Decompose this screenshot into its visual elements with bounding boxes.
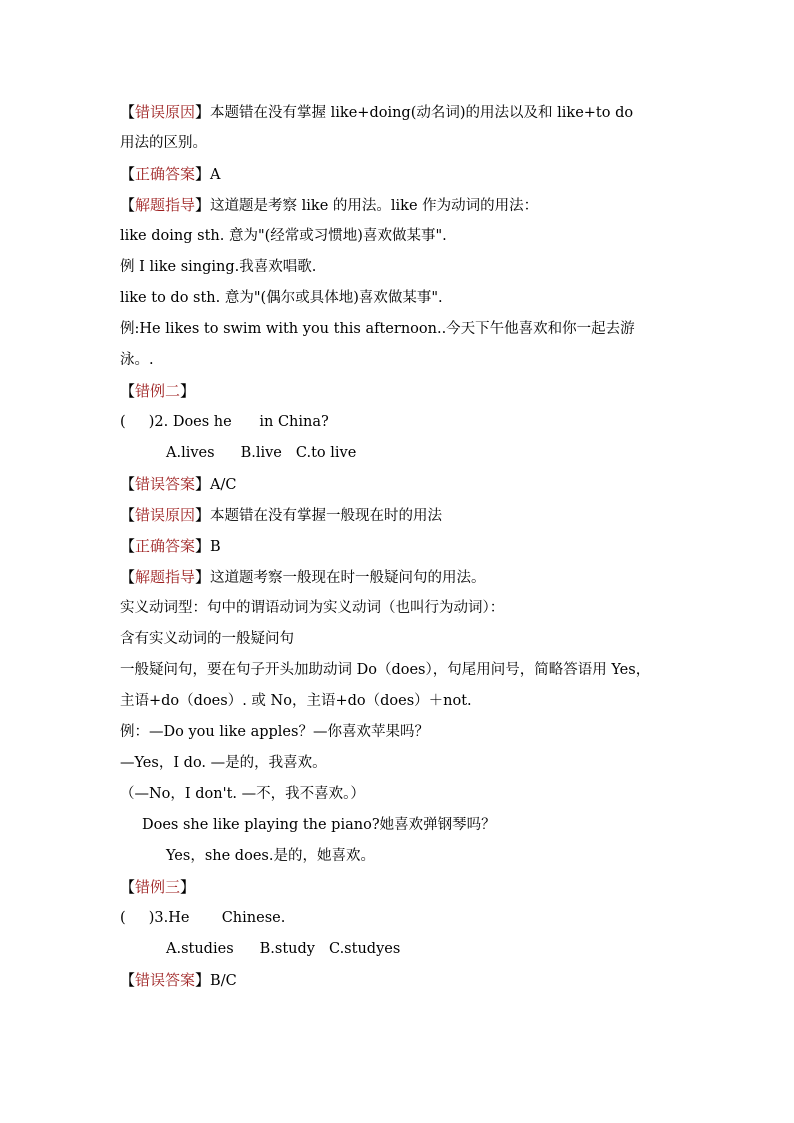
bracket-open: 【 [120,878,136,896]
bracket-close: 】 [195,506,211,524]
question-3 [120,903,680,934]
error-reason-line [120,97,680,128]
text: 这道题考察一般现在时一般疑问句的用法。 [210,570,486,586]
bracket-open: 【 [120,382,136,400]
bracket-open: 【 [120,103,136,121]
heading-guidance: 解题指导 [135,196,196,214]
text: like doing sth. 意为"(经常或习惯地)喜欢做某事". [120,228,447,244]
text: A/C [210,477,237,493]
text: Yes，she does.是的，她喜欢。 [166,848,375,864]
text: 这道题是考察 like 的用法。like 作为动词的用法： [210,198,539,214]
text: 含有实义动词的一般疑问句 [120,631,294,647]
bracket-close: 】 [195,537,211,555]
wrong-answer-line [120,469,680,500]
text: 实义动词型：句中的谓语动词为实义动词（也叫行为动词）： [120,600,505,616]
bracket-close: 】 [195,475,211,493]
bracket-open: 【 [120,568,136,586]
text-line [120,748,680,779]
bracket-close: 】 [195,165,211,183]
heading-wrong-answer: 错误答案 [135,971,196,989]
text: Does she like playing the piano?她喜欢弹钢琴吗？ [142,817,496,833]
guidance-line [120,562,680,593]
question-2 [120,407,680,438]
bracket-open: 【 [120,537,136,555]
text-line [120,283,680,314]
bracket-close: 】 [195,196,211,214]
heading-correct-answer: 正确答案 [135,165,196,183]
option-b: B.live [240,445,282,461]
heading-example-2: 错例二 [135,382,181,400]
text-line [120,841,680,872]
text: 例：—Do you like apples？—你喜欢苹果吗？ [120,724,429,740]
text: 用法的区别。 [120,135,207,151]
bracket-close: 】 [195,971,211,989]
text: B/C [210,973,237,989]
option-c: C.studyes [329,941,401,957]
text: B [210,539,221,555]
text-line [120,593,680,624]
heading-correct-answer: 正确答案 [135,537,196,555]
text: —Yes，I do. —是的，我喜欢。 [120,755,327,771]
bracket-open: 【 [120,165,136,183]
error-example-2-heading [120,376,680,407]
heading-guidance: 解题指导 [135,568,196,586]
question-3-options [120,934,680,965]
question-2-options [120,438,680,469]
answer-blank: ( ) [120,414,155,430]
answer-blank: ( ) [120,910,155,926]
text-line [120,655,680,686]
text: 本题错在没有掌握 like+doing(动名词)的用法以及和 like+to do [210,105,634,121]
text: 主语+do（does）. 或 No，主语+do（does）＋not. [120,693,472,709]
correct-answer-line [120,159,680,190]
text-line [120,779,680,810]
text: 一般疑问句，要在句子开头加助动词 Do（does），句尾用问号，简略答语用 Yes， [120,662,651,678]
bracket-close: 】 [180,878,196,896]
error-example-3-heading [120,872,680,903]
text: 例 I like singing.我喜欢唱歌. [120,259,317,275]
text: 泳。. [120,352,154,368]
heading-wrong-answer: 错误答案 [135,475,196,493]
correct-answer-line [120,531,680,562]
option-a: A.studies [166,941,234,957]
bracket-close: 】 [195,568,211,586]
bracket-open: 【 [120,506,136,524]
text-line [120,221,680,252]
text-line [120,345,680,376]
text-line [120,810,680,841]
bracket-open: 【 [120,475,136,493]
option-c: C.to live [295,445,357,461]
document-page [120,97,680,996]
wrong-answer-line [120,965,680,996]
bracket-open: 【 [120,196,136,214]
text-line [120,252,680,283]
text: 本题错在没有掌握一般现在时的用法 [210,508,443,524]
text: （—No，I don't. —不，我不喜欢。） [120,786,365,802]
heading-example-3: 错例三 [135,878,181,896]
text: 例:He likes to swim with you this afternoon..今天下午他喜欢和你一起去游 [120,321,635,337]
bracket-close: 】 [180,382,196,400]
question-text: 3.He Chinese. [154,910,286,926]
text: like to do sth. 意为"(偶尔或具体地)喜欢做某事". [120,290,443,306]
heading-error-reason: 错误原因 [135,506,196,524]
text-line [120,314,680,345]
bracket-close: 】 [195,103,211,121]
bracket-open: 【 [120,971,136,989]
text-line [120,128,680,159]
error-reason-line [120,500,680,531]
text: A [210,167,221,183]
option-b: B.study [259,941,315,957]
text-line [120,686,680,717]
text-line [120,717,680,748]
text-line [120,624,680,655]
heading-error-reason: 错误原因 [135,103,196,121]
option-a: A.lives [166,445,215,461]
question-text: 2. Does he in China? [154,414,329,430]
guidance-line [120,190,680,221]
